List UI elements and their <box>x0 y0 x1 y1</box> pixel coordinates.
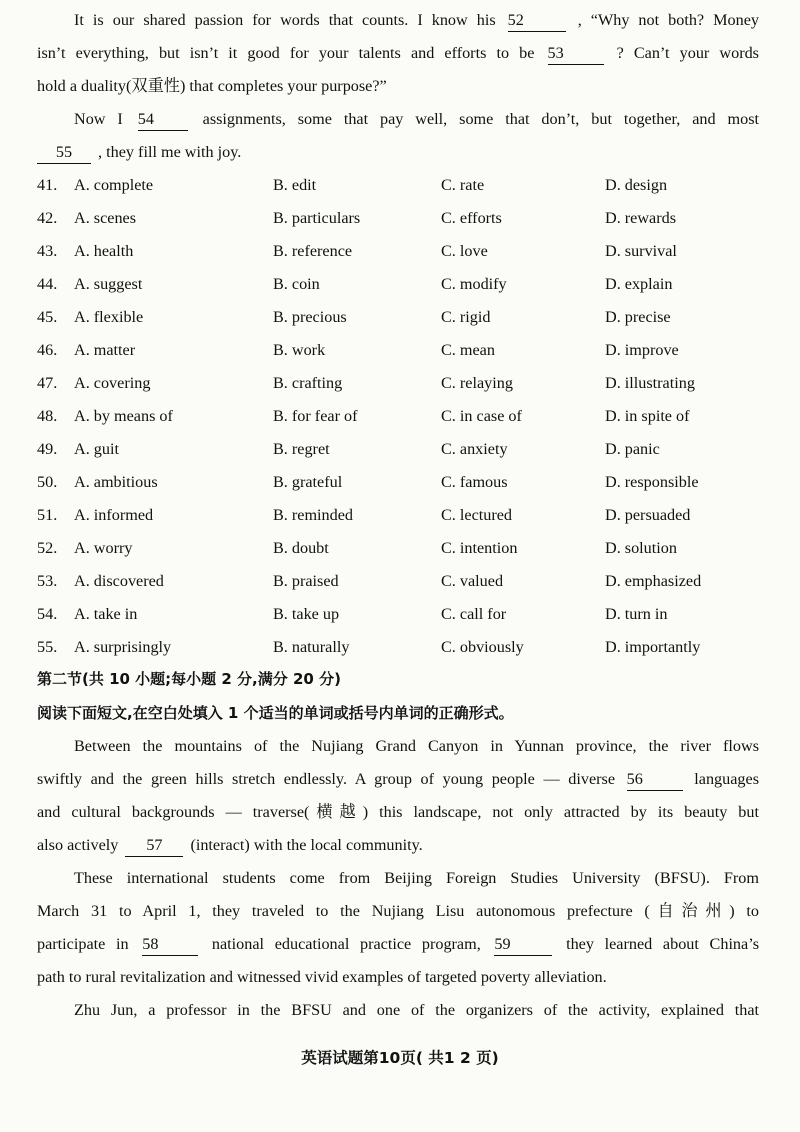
page-footer: 英语试题第10页( 共1 2 页) <box>301 1049 499 1067</box>
option-b: B. regret <box>273 440 330 458</box>
option-c: C. famous <box>441 473 508 491</box>
question-number: 45. <box>37 308 58 326</box>
option-b: B. work <box>273 341 326 359</box>
option-b: B. edit <box>273 176 317 194</box>
option-b: B. coin <box>273 275 320 293</box>
section-instruction: 阅读下面短文,在空白处填入 1 个适当的单词或括号内单词的正确形式。 <box>37 704 514 722</box>
question-53 <box>37 565 767 598</box>
question-number: 41. <box>37 176 58 194</box>
question-number: 43. <box>37 242 58 260</box>
text: , “Why not both? Money <box>577 11 759 29</box>
blank-57: 57 <box>125 834 183 857</box>
passage-line: and cultural backgrounds — traverse(横越) this landscape, not only attracted by its beauty but <box>37 803 759 821</box>
question-52 <box>37 532 767 565</box>
option-b: B. crafting <box>273 374 343 392</box>
option-d: D. rewards <box>605 209 677 227</box>
option-a: A. matter <box>74 341 136 359</box>
passage-line <box>37 928 759 961</box>
question-number: 52. <box>37 539 58 557</box>
question-number: 42. <box>37 209 58 227</box>
option-b: B. reminded <box>273 506 354 524</box>
option-d: D. explain <box>605 275 673 293</box>
option-a: A. guit <box>74 440 119 458</box>
blank-59: 59 <box>494 933 552 956</box>
question-number: 50. <box>37 473 58 491</box>
option-c: C. modify <box>441 275 507 293</box>
passage-line <box>37 763 759 796</box>
passage-line <box>37 4 759 37</box>
question-number: 47. <box>37 374 58 392</box>
option-c: C. intention <box>441 539 518 557</box>
option-a: A. suggest <box>74 275 143 293</box>
option-d: D. panic <box>605 440 660 458</box>
blank-52: 52 <box>508 9 566 32</box>
option-b: B. take up <box>273 605 340 623</box>
section-title: 第二节(共 10 小题;每小题 2 分,满分 20 分) <box>37 670 341 688</box>
question-46 <box>37 334 767 367</box>
option-c: C. valued <box>441 572 504 590</box>
option-a: A. surprisingly <box>74 638 172 656</box>
passage-line: hold a duality(双重性) that completes your purpose?” <box>37 77 387 95</box>
option-c: C. call for <box>441 605 507 623</box>
option-d: D. design <box>605 176 668 194</box>
option-a: A. health <box>74 242 134 260</box>
question-number: 48. <box>37 407 58 425</box>
text: assignments, some that pay well, some that don’t, but together, and most <box>202 110 759 128</box>
question-44 <box>37 268 767 301</box>
option-a: A. discovered <box>74 572 164 590</box>
text: participate in <box>37 935 129 953</box>
passage-line <box>37 103 759 136</box>
text: they learned about China’s <box>566 935 760 953</box>
passage-line: Zhu Jun, a professor in the BFSU and one of the organizers of the activity, explained that <box>74 1001 759 1019</box>
option-c: C. anxiety <box>441 440 508 458</box>
question-45 <box>37 301 767 334</box>
passage-line <box>37 136 759 169</box>
question-number: 51. <box>37 506 58 524</box>
blank-55: 55 <box>37 141 91 164</box>
option-a: A. by means of <box>74 407 173 425</box>
option-c: C. rate <box>441 176 485 194</box>
text: (interact) with the local community. <box>190 836 423 854</box>
text: , they fill me with joy. <box>98 143 242 161</box>
passage-line: March 31 to April 1, they traveled to the Nujiang Lisu autonomous prefecture (自治州) to <box>37 902 759 920</box>
question-43 <box>37 235 767 268</box>
passage-line <box>37 829 759 862</box>
question-number: 54. <box>37 605 58 623</box>
option-b: B. praised <box>273 572 339 590</box>
text: It is our shared passion for words that counts. I know his <box>74 11 496 29</box>
cloze-passage-end <box>37 4 759 169</box>
option-d: D. turn in <box>605 605 668 623</box>
option-d: D. precise <box>605 308 671 326</box>
question-number: 49. <box>37 440 58 458</box>
option-b: B. precious <box>273 308 347 326</box>
option-a: A. scenes <box>74 209 137 227</box>
blank-56: 56 <box>627 768 683 791</box>
question-number: 53. <box>37 572 58 590</box>
option-a: A. ambitious <box>74 473 158 491</box>
question-48 <box>37 400 767 433</box>
question-54 <box>37 598 767 631</box>
option-a: A. covering <box>74 374 151 392</box>
blank-54: 54 <box>138 108 188 131</box>
passage-line: Between the mountains of the Nujiang Grand Canyon in Yunnan province, the river flows <box>74 737 759 755</box>
option-a: A. take in <box>74 605 138 623</box>
passage-line: path to rural revitalization and witnessed vivid examples of targeted poverty alleviation. <box>37 968 607 986</box>
text: national educational practice program, <box>211 935 481 953</box>
question-49 <box>37 433 767 466</box>
blank-58: 58 <box>142 933 198 956</box>
question-55 <box>37 631 767 664</box>
option-c: C. lectured <box>441 506 513 524</box>
option-b: B. naturally <box>273 638 350 656</box>
question-number: 55. <box>37 638 58 656</box>
blank-53: 53 <box>548 42 604 65</box>
text: isn’t everything, but isn’t it good for your talents and efforts to be <box>37 44 535 62</box>
question-51 <box>37 499 767 532</box>
question-42 <box>37 202 767 235</box>
option-c: C. efforts <box>441 209 502 227</box>
grammar-passage <box>37 730 759 1027</box>
option-c: C. obviously <box>441 638 524 656</box>
option-d: D. solution <box>605 539 677 557</box>
option-c: C. in case of <box>441 407 522 425</box>
option-c: C. love <box>441 242 488 260</box>
option-c: C. relaying <box>441 374 513 392</box>
option-d: D. emphasized <box>605 572 702 590</box>
option-a: A. informed <box>74 506 154 524</box>
option-b: B. particulars <box>273 209 361 227</box>
text: ? Can’t your words <box>616 44 759 62</box>
option-b: B. for fear of <box>273 407 358 425</box>
option-a: A. complete <box>74 176 154 194</box>
option-a: A. flexible <box>74 308 144 326</box>
option-b: B. doubt <box>273 539 329 557</box>
option-d: D. persuaded <box>605 506 691 524</box>
text: Now I <box>74 110 123 128</box>
passage-line: These international students come from Beijing Foreign Studies University (BFSU). From <box>74 869 759 887</box>
option-a: A. worry <box>74 539 133 557</box>
question-41 <box>37 169 767 202</box>
option-d: D. responsible <box>605 473 699 491</box>
option-d: D. in spite of <box>605 407 690 425</box>
question-50 <box>37 466 767 499</box>
passage-line <box>37 37 759 70</box>
text: swiftly and the green hills stretch endlessly. A group of young people — diverse <box>37 770 616 788</box>
question-47 <box>37 367 767 400</box>
option-d: D. illustrating <box>605 374 695 392</box>
option-c: C. rigid <box>441 308 491 326</box>
option-d: D. improve <box>605 341 679 359</box>
option-b: B. grateful <box>273 473 343 491</box>
text: languages <box>694 770 760 788</box>
question-number: 46. <box>37 341 58 359</box>
option-d: D. survival <box>605 242 677 260</box>
question-number: 44. <box>37 275 58 293</box>
option-c: C. mean <box>441 341 495 359</box>
option-d: D. importantly <box>605 638 701 656</box>
text: also actively <box>37 836 119 854</box>
option-b: B. reference <box>273 242 353 260</box>
